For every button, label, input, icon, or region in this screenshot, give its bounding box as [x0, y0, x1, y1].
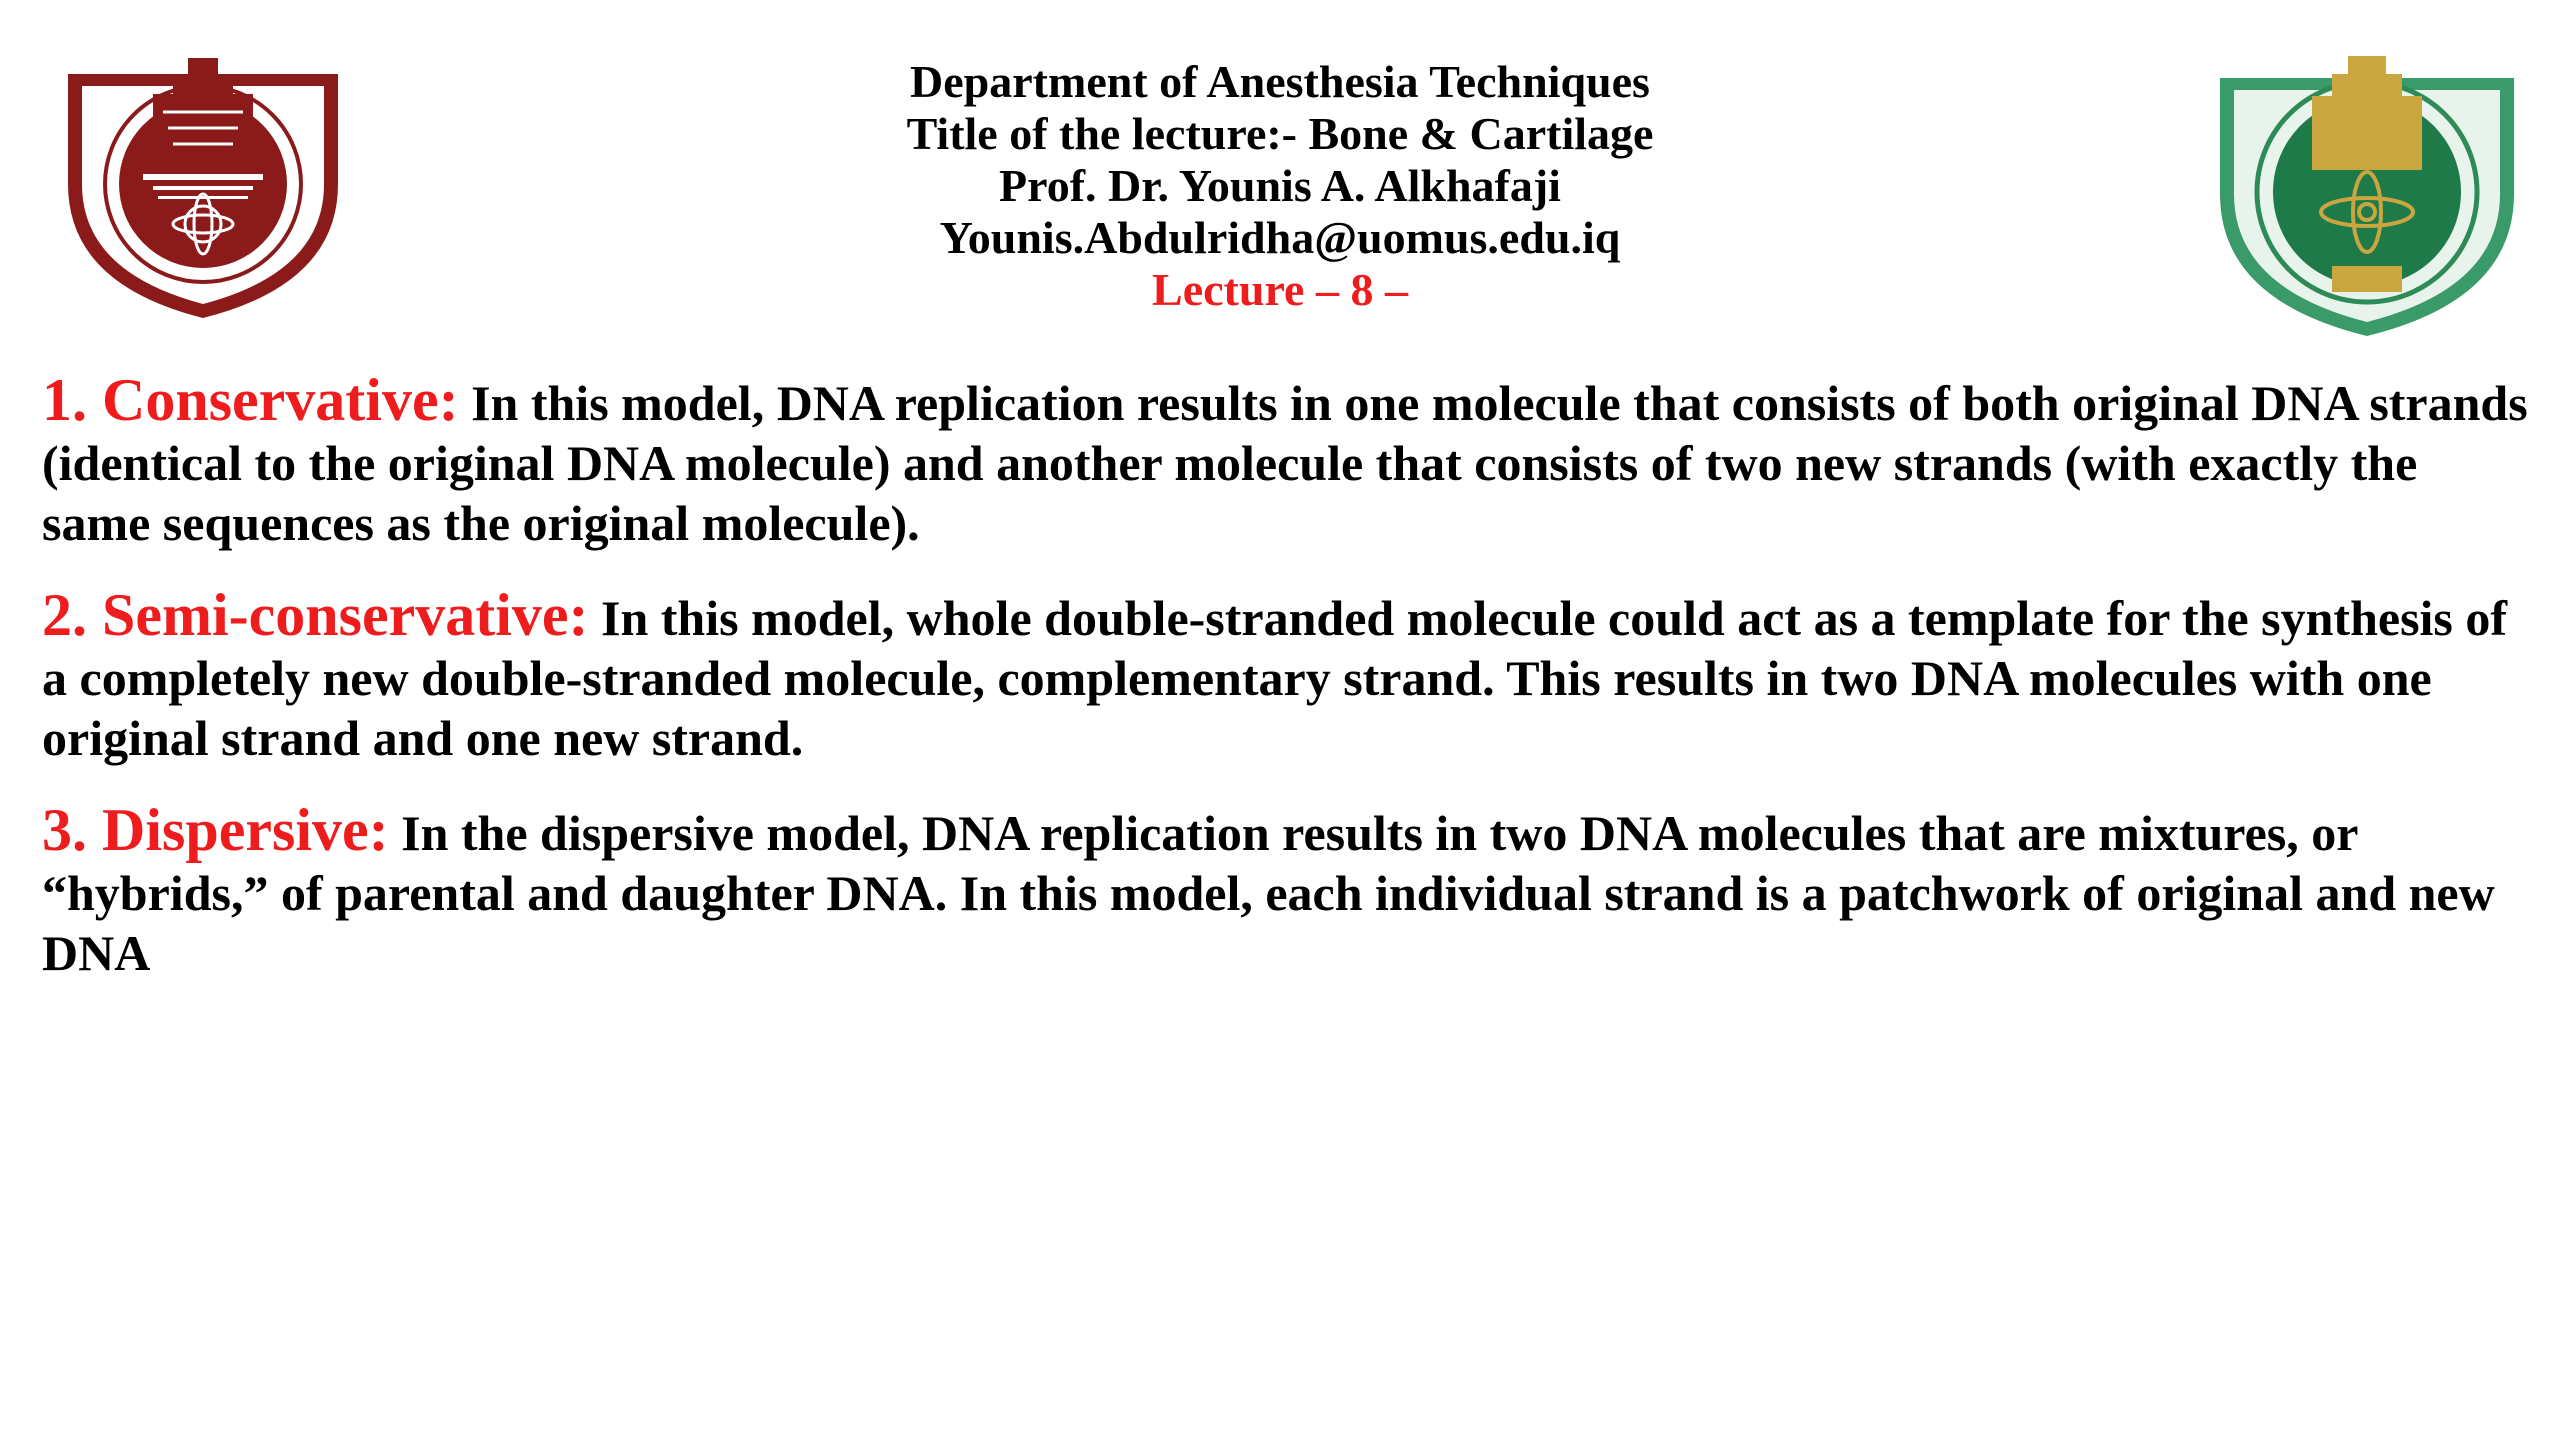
author-email: Younis.Abdulridha@uomus.edu.iq: [939, 212, 1621, 263]
item-body: In this model, DNA replication results in one molecule that consists of both original DNA strands (identical to the original DNA molecule) and another molecule that consists of two new strands (with exactly the same sequences as the original molecule).: [42, 375, 2528, 551]
lecture-title: Title of the lecture:- Bone & Cartilage: [906, 108, 1654, 159]
header: [700, 56, 1860, 316]
item-heading: 2. Semi-conservative:: [42, 582, 589, 648]
author-name: Prof. Dr. Younis A. Alkhafaji: [999, 160, 1561, 211]
item-heading: 1. Conservative:: [42, 367, 459, 433]
university-seal-icon: [2208, 34, 2526, 338]
college-seal-icon: [58, 34, 348, 320]
lecture-number: Lecture – 8 –: [1152, 264, 1408, 315]
department-name: Department of Anesthesia Techniques: [910, 56, 1650, 107]
content: [42, 367, 2532, 1015]
list-item: [42, 582, 2532, 768]
item-body: In this model, whole double-stranded molecule could act as a template for the synthesis of a completely new double-stranded molecule, complementary strand. This results in two DNA molecules with one original strand and one new strand.: [42, 590, 2508, 766]
list-item: [42, 367, 2532, 553]
item-heading: 3. Dispersive:: [42, 797, 389, 863]
item-body: In the dispersive model, DNA replication results in two DNA molecules that are mixtures, or “hybrids,” of parental and daughter DNA. In this model, each individual strand is a patchwork of original and new DNA: [42, 805, 2495, 981]
list-item: [42, 797, 2532, 983]
